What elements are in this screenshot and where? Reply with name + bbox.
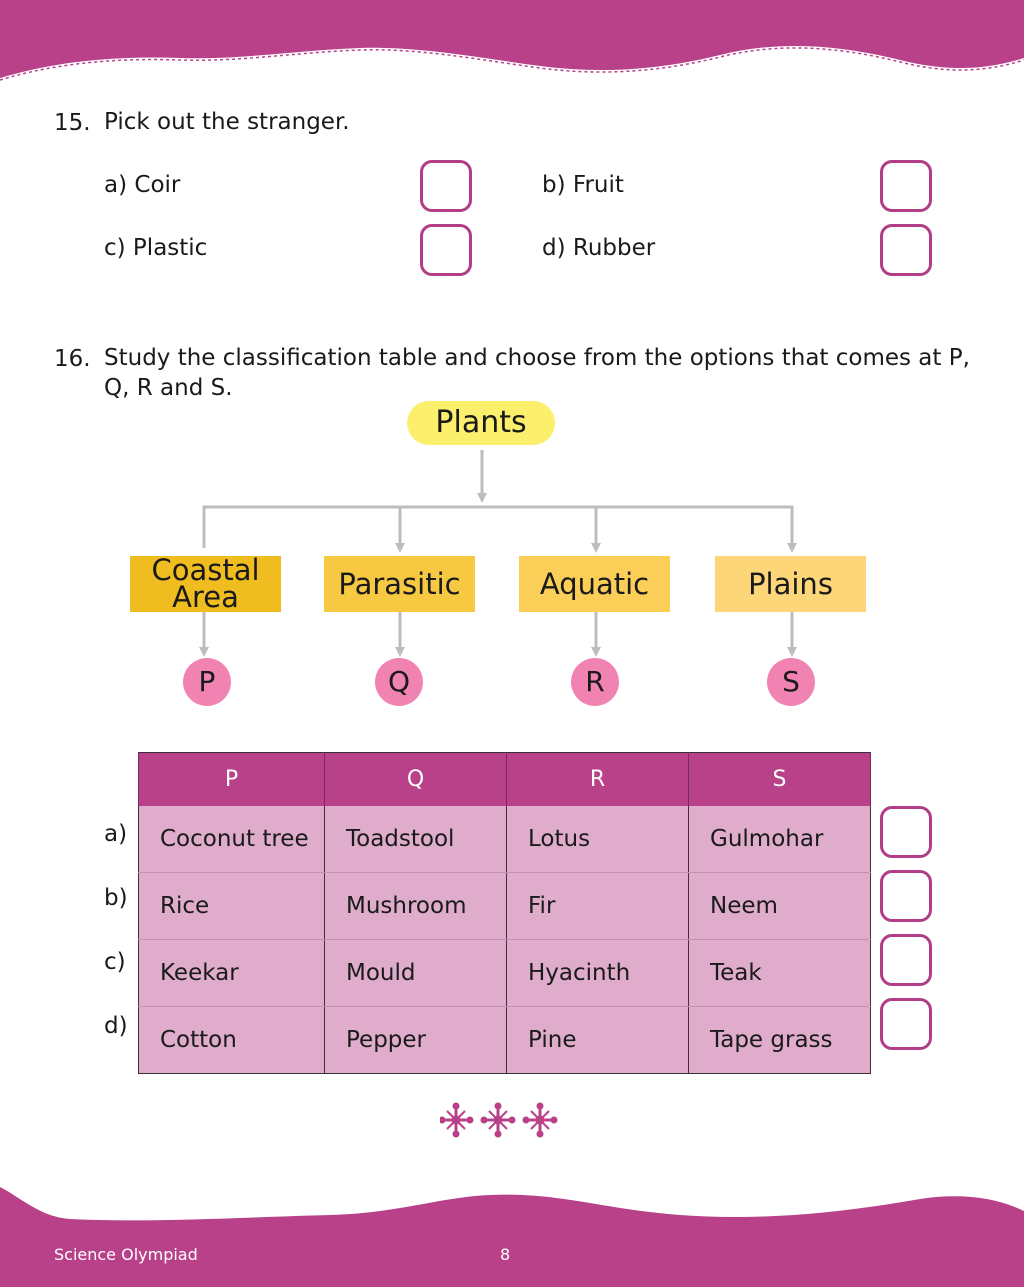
category-coastal-area-line2: Area [172, 580, 239, 614]
plants-root-node: Plants [407, 401, 555, 445]
question-15-number: 15. [54, 110, 91, 136]
table-cell: Tape grass [689, 1007, 871, 1074]
header-r: R [507, 753, 689, 807]
table-cell: Hyacinth [507, 940, 689, 1007]
category-coastal-area [130, 553, 281, 614]
table-cell: Teak [689, 940, 871, 1007]
q16-option-c-checkbox[interactable] [880, 934, 932, 986]
leaf-r: R [571, 658, 619, 706]
table-row [139, 806, 871, 873]
header-q: Q [325, 753, 507, 807]
table-header-row [139, 753, 871, 807]
question-16-number: 16. [54, 346, 91, 372]
q15-option-d: d) Rubber [542, 235, 656, 261]
row-label-d: d) [104, 1013, 128, 1039]
q15-option-b: b) Fruit [542, 172, 624, 198]
category-coastal-area-line1: Coastal [151, 553, 260, 587]
table-cell: Mushroom [325, 873, 507, 940]
q16-option-d-checkbox[interactable] [880, 998, 932, 1050]
q15-option-a: a) Coir [104, 172, 181, 198]
q15-option-c: c) Plastic [104, 235, 208, 261]
page-number: 8 [500, 1245, 511, 1264]
question-16-text-line2: Q, R and S. [104, 375, 233, 401]
table-cell: Gulmohar [689, 806, 871, 873]
leaf-q: Q [375, 658, 423, 706]
table-row [139, 940, 871, 1007]
flower-ornament-icon [440, 1102, 560, 1138]
category-plains: Plains [715, 556, 866, 612]
table-cell: Pine [507, 1007, 689, 1074]
leaf-p: P [183, 658, 231, 706]
table-cell: Cotton [139, 1007, 325, 1074]
table-cell: Mould [325, 940, 507, 1007]
q16-option-b-checkbox[interactable] [880, 870, 932, 922]
table-cell: Rice [139, 873, 325, 940]
table-cell: Toadstool [325, 806, 507, 873]
row-label-a: a) [104, 821, 128, 847]
row-label-b: b) [104, 885, 128, 911]
table-cell: Coconut tree [139, 806, 325, 873]
footer-title: Science Olympiad [54, 1245, 198, 1264]
table-row [139, 1007, 871, 1074]
table-cell: Pepper [325, 1007, 507, 1074]
bottom-wave-decoration [0, 1187, 1024, 1287]
question-15-text: Pick out the stranger. [104, 109, 350, 135]
options-table [138, 752, 871, 1074]
table-cell: Neem [689, 873, 871, 940]
category-parasitic: Parasitic [324, 556, 475, 612]
header-p: P [139, 753, 325, 807]
row-label-c: c) [104, 949, 126, 975]
leaf-s: S [767, 658, 815, 706]
table-row [139, 873, 871, 940]
category-aquatic: Aquatic [519, 556, 670, 612]
q16-option-a-checkbox[interactable] [880, 806, 932, 858]
question-16-text-line1: Study the classification table and choose from the options that comes at P, [104, 345, 970, 371]
table-cell: Keekar [139, 940, 325, 1007]
table-cell: Fir [507, 873, 689, 940]
table-cell: Lotus [507, 806, 689, 873]
header-s: S [689, 753, 871, 807]
